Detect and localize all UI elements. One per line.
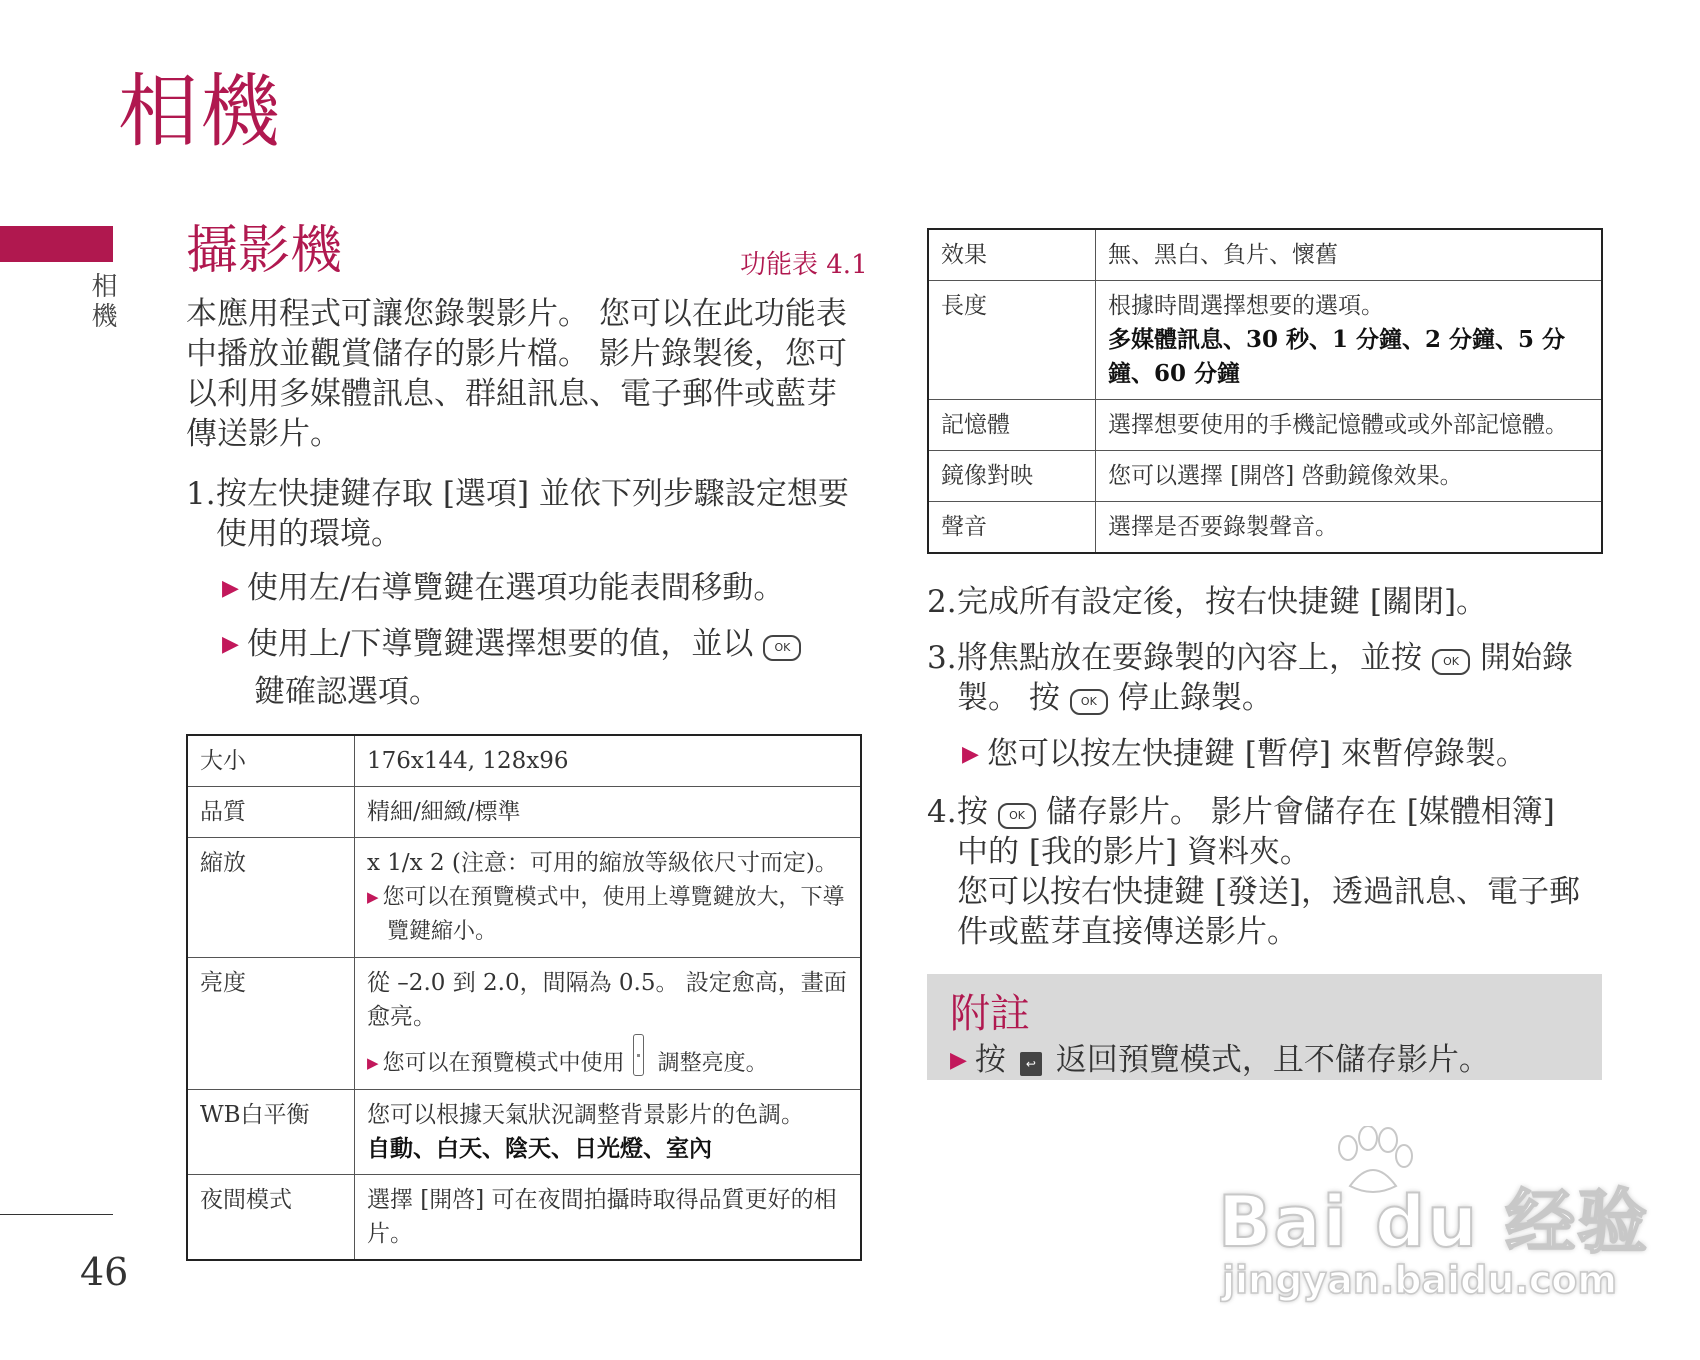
setting-name: 效果: [928, 229, 1096, 281]
triangle-bullet-icon: ▶: [367, 1054, 379, 1072]
step-text: 按左快捷鍵存取 [選項] 並依下列步驟設定想要使用的環境。: [216, 476, 849, 552]
setting-value-cell: [355, 1090, 862, 1175]
section-title: 攝影機: [186, 221, 343, 281]
triangle-bullet-icon: ▶: [962, 742, 979, 767]
step-number: 2.: [927, 584, 957, 620]
setting-name: 鏡像對映: [928, 451, 1096, 502]
volume-key-icon: [633, 1034, 644, 1076]
setting-value: 精細/細緻/標準: [355, 787, 862, 838]
intro-paragraph: 本應用程式可讓您錄製影片。 您可以在此功能表中播放並觀賞儲存的影片檔。 影片錄製後，您可以利用多媒體訊息、群組訊息、電子郵件或藍芽傳送影片。: [186, 296, 847, 452]
chapter-tab-bar: [0, 226, 113, 262]
ok-key-icon: OK: [763, 635, 801, 661]
table-row: [187, 838, 861, 958]
step-text: 儲存影片。 影片會儲存在 [媒體相簿]: [1046, 794, 1555, 830]
note-text-part: 返回預覽模式，且不儲存影片。: [1055, 1042, 1490, 1078]
step-4-cont: 中的 [我的影片] 資料夾。: [957, 834, 1311, 870]
triangle-bullet-icon: ▶: [222, 576, 239, 601]
step-4: [927, 792, 1555, 832]
table-row: [928, 451, 1602, 502]
step-number: 3.: [927, 640, 957, 676]
ok-key-icon: OK: [1070, 689, 1108, 715]
page-title: 相機: [118, 65, 282, 158]
ok-key-icon: OK: [998, 803, 1036, 829]
watermark-brand: Bai du 经验: [1218, 1181, 1650, 1263]
table-row: [187, 787, 861, 838]
table-row: [928, 400, 1602, 451]
footer-rule: [0, 1214, 113, 1215]
subnote-text: 調整亮度。: [657, 1051, 768, 1076]
step-3: [927, 638, 1573, 678]
setting-value: 176x144, 128x96: [367, 748, 569, 774]
table-row: [187, 735, 861, 787]
step-4-detail: 您可以按右快捷鍵 [發送]，透過訊息、電子郵件或藍芽直接傳送影片。: [957, 874, 1581, 950]
setting-name: 夜間模式: [187, 1175, 355, 1261]
table-row: [928, 502, 1602, 554]
bullet-text: 使用上/下導覽鍵選擇想要的值，並以: [246, 626, 754, 662]
step-1-bullet-1: [222, 568, 784, 609]
setting-value: 選擇想要使用的手機記憶體或或外部記憶體。: [1096, 400, 1603, 451]
setting-value-cell: [355, 958, 862, 1090]
setting-value: 從 –2.0 到 2.0，間隔為 0.5。 設定愈高，畫面愈亮。: [367, 970, 847, 1030]
setting-value: 您可以根據天氣狀況調整背景影片的色調。: [367, 1102, 804, 1128]
step-text: 將焦點放在要錄製的內容上，並按: [957, 640, 1422, 676]
step-number: 4.: [927, 794, 957, 830]
step-1-bullet-2-cont: 鍵確認選項。: [254, 674, 440, 710]
setting-value-cell: [355, 838, 862, 958]
subnote-text: 您可以在預覽模式中使用: [382, 1051, 625, 1076]
chapter-side-label: 相機: [87, 272, 117, 332]
step-3-bullet-1: [962, 734, 1527, 775]
setting-name: 大小: [187, 735, 355, 787]
step-text: 停止錄製。: [1117, 680, 1273, 716]
menu-reference: 功能表 4.1: [740, 250, 868, 280]
setting-value: 選擇是否要錄製聲音。: [1096, 502, 1603, 554]
table-row: [928, 281, 1602, 400]
page-number: 46: [80, 1250, 129, 1294]
note-title: 附註: [950, 991, 1030, 1037]
setting-name: 亮度: [187, 958, 355, 1090]
setting-name: 聲音: [928, 502, 1096, 554]
step-text: 完成所有設定後，按右快捷鍵 [關閉]。: [957, 584, 1488, 620]
bullet-text: 使用左/右導覽鍵在選項功能表間移動。: [246, 570, 785, 606]
setting-value: x 1/x 2 (注意：可用的縮放等級依尺寸而定)。: [367, 850, 838, 876]
note-text: [950, 1034, 1490, 1079]
setting-name: 品質: [187, 787, 355, 838]
triangle-bullet-icon: ▶: [222, 632, 239, 657]
setting-options: 多媒體訊息、30 秒、1 分鐘、2 分鐘、5 分鐘、60 分鐘: [1108, 326, 1566, 387]
setting-value: 選擇 [開啓] 可在夜間拍攝時取得品質更好的相片。: [355, 1175, 862, 1261]
setting-name: 縮放: [187, 838, 355, 958]
table-row: [187, 1090, 861, 1175]
table-row: [187, 1175, 861, 1261]
settings-table-left: [186, 734, 862, 1261]
back-key-icon: ↩: [1020, 1052, 1042, 1076]
setting-subnote: [367, 1034, 848, 1081]
bullet-text: 您可以按左快捷鍵 [暫停] 來暫停錄製。: [986, 736, 1527, 772]
triangle-bullet-icon: ▶: [950, 1048, 967, 1073]
setting-value: 根據時間選擇想要的選項。: [1108, 293, 1384, 319]
step-text: 開始錄: [1480, 640, 1573, 676]
table-row: [187, 958, 861, 1090]
subnote-text: 您可以在預覽模式中，使用上導覽鍵放大，下導覽鍵縮小。: [382, 885, 845, 944]
step-text: 製。 按: [957, 680, 1060, 716]
ok-key-icon: OK: [1432, 649, 1470, 675]
setting-name: WB白平衡: [187, 1090, 355, 1175]
step-number: 1.: [186, 476, 216, 512]
setting-value: 您可以選擇 [開啓] 啓動鏡像效果。: [1096, 451, 1603, 502]
step-2: [927, 582, 1487, 622]
settings-table-right: [927, 228, 1603, 554]
step-text: 按: [957, 794, 988, 830]
note-text-part: 按: [974, 1042, 1006, 1078]
triangle-bullet-icon: ▶: [367, 888, 379, 906]
watermark-url: jingyan.baidu.com: [1222, 1258, 1617, 1302]
setting-name: 記憶體: [928, 400, 1096, 451]
step-1: [186, 474, 876, 554]
step-3-cont: [957, 678, 1273, 718]
setting-options: 自動、白天、陰天、日光燈、室內: [367, 1135, 712, 1162]
step-1-bullet-2: [222, 624, 811, 665]
setting-name: 長度: [928, 281, 1096, 400]
setting-value: 無、黑白、負片、懷舊: [1108, 242, 1338, 268]
table-row: [928, 229, 1602, 281]
setting-subnote: [367, 880, 848, 949]
setting-value-cell: [1096, 281, 1603, 400]
